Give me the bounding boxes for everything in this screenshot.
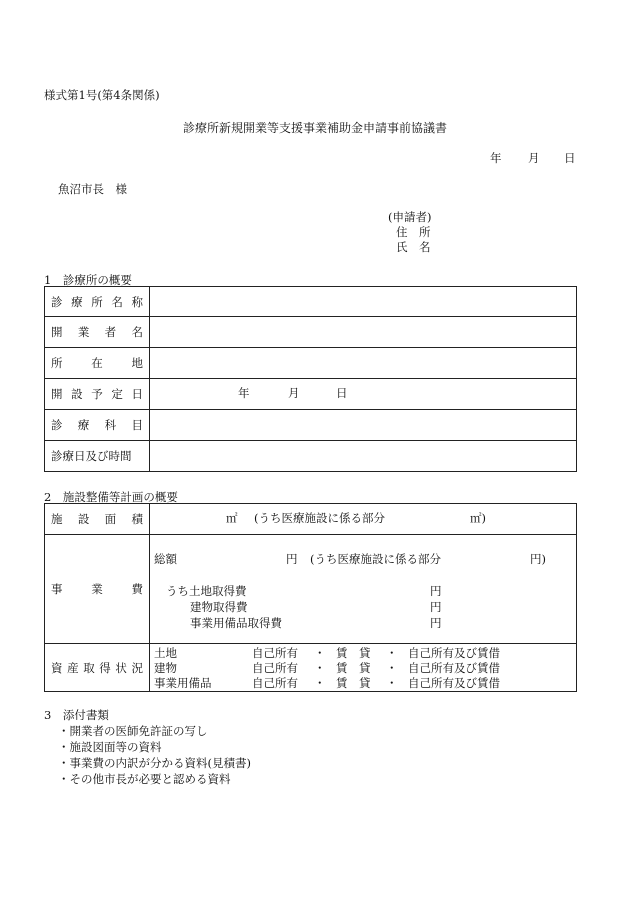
- label-char: 状: [115, 660, 127, 675]
- own-and-lease-option[interactable]: 自己所有及び賃借: [408, 661, 500, 675]
- hours-field[interactable]: [150, 441, 577, 472]
- label-char: 定: [111, 387, 123, 401]
- label-char: 得: [99, 660, 111, 675]
- label-char: 予: [91, 387, 103, 401]
- label-char: 産: [67, 660, 79, 675]
- date-year: 年: [490, 151, 502, 165]
- label-char: 施: [51, 512, 63, 526]
- label-char: 費: [131, 582, 143, 596]
- date-month: 月: [528, 151, 540, 165]
- form-number: 様式第1号(第4条関係): [44, 88, 160, 102]
- applicant-label: (申請者): [388, 210, 432, 224]
- asset-item: 土地: [154, 646, 177, 660]
- document-title: 診療所新規開業等支援事業補助金申請事前協議書: [182, 121, 447, 135]
- opening-date-label: [45, 379, 150, 410]
- label-char: 開: [51, 325, 63, 339]
- asset-item: 事業用備品: [154, 676, 212, 690]
- opening-day: 日: [336, 386, 348, 400]
- equipment-cost-yen: 円: [430, 616, 442, 630]
- label-char: 資: [51, 660, 63, 675]
- list-item: ・事業費の内訳が分かる資料(見積書): [58, 756, 251, 770]
- section3-heading: 3 添付書類: [44, 708, 109, 722]
- label-char: 目: [131, 418, 143, 432]
- building-cost-yen: 円: [430, 600, 442, 614]
- name-label: 氏 名: [396, 240, 431, 254]
- label-char: 名: [131, 325, 143, 339]
- separator-dot: ・: [314, 661, 326, 675]
- clinic-name-label: [45, 287, 150, 317]
- own-and-lease-option[interactable]: 自己所有及び賃借: [408, 676, 500, 690]
- label-char: 面: [104, 512, 117, 526]
- table-row: [45, 317, 577, 348]
- list-item: ・開業者の医師免許証の写し: [58, 724, 208, 738]
- label-text: 診療日及び時間: [51, 449, 132, 463]
- separator-dot: ・: [314, 676, 326, 690]
- lease-option[interactable]: 賃 貸: [336, 661, 371, 675]
- date-day: 日: [564, 151, 576, 165]
- table-row: [45, 379, 577, 410]
- facility-plan-table: [44, 503, 577, 692]
- address-label: 住 所: [396, 225, 431, 239]
- label-char: 療: [77, 418, 90, 432]
- label-char: 業: [91, 582, 103, 596]
- lease-option[interactable]: 賃 貸: [336, 676, 371, 690]
- separator-dot: ・: [386, 661, 398, 675]
- land-cost-label: うち土地取得費: [166, 584, 247, 598]
- label-char: 日: [131, 387, 143, 401]
- label-char: 科: [104, 418, 117, 432]
- project-cost-label: [45, 535, 150, 644]
- equipment-cost-label: 事業用備品取得費: [190, 616, 282, 630]
- asset-status-label: [45, 644, 150, 692]
- label-char: 者: [104, 325, 117, 339]
- opening-year: 年: [238, 386, 250, 400]
- label-char: 設: [71, 387, 83, 401]
- section2-heading: 2 施設整備等計画の概要: [44, 490, 178, 504]
- clinic-overview-table: [44, 286, 577, 472]
- floor-area-label: [45, 504, 150, 535]
- separator-dot: ・: [386, 676, 398, 690]
- founder-name-label: [45, 317, 150, 348]
- asset-status-field[interactable]: [150, 644, 577, 692]
- area-unit: ㎡: [226, 511, 238, 525]
- cost-medical-text: (うち医療施設に係る部分: [310, 552, 441, 566]
- building-cost-label: 建物取得費: [190, 600, 248, 614]
- table-row: [45, 287, 577, 317]
- label-char: 事: [51, 582, 63, 596]
- label-char: 診: [51, 418, 63, 432]
- addressee: 魚沼市長 様: [58, 182, 127, 196]
- label-char: 開: [51, 387, 63, 401]
- applicant-block: [388, 210, 431, 255]
- label-char: 況: [131, 660, 143, 675]
- area-unit-close: ㎡): [470, 511, 486, 525]
- table-row: [45, 644, 577, 692]
- table-row: [45, 504, 577, 535]
- land-cost-yen: 円: [430, 584, 442, 598]
- asset-item: 建物: [154, 661, 177, 675]
- list-item: ・施設図面等の資料: [58, 740, 162, 754]
- separator-dot: ・: [386, 646, 398, 660]
- section1-heading: 1 診療所の概要: [44, 273, 132, 287]
- table-row: [45, 441, 577, 472]
- opening-month: 月: [288, 386, 300, 400]
- hours-label: [45, 441, 150, 472]
- label-char: 地: [131, 356, 143, 370]
- location-field[interactable]: [150, 348, 577, 379]
- label-char: 在: [91, 356, 103, 370]
- cost-total-yen: 円: [286, 552, 298, 566]
- own-option[interactable]: 自己所有: [252, 646, 298, 660]
- floor-area-field[interactable]: [150, 504, 577, 535]
- label-char: 名: [111, 294, 123, 309]
- table-row: [45, 348, 577, 379]
- label-char: 設: [77, 512, 90, 526]
- location-label: [45, 348, 150, 379]
- label-char: 療: [71, 294, 83, 309]
- departments-field[interactable]: [150, 410, 577, 441]
- cost-total-label: 総額: [154, 552, 177, 566]
- own-option[interactable]: 自己所有: [252, 661, 298, 675]
- label-char: 業: [77, 325, 90, 339]
- lease-option[interactable]: 賃 貸: [336, 646, 371, 660]
- own-option[interactable]: 自己所有: [252, 676, 298, 690]
- label-char: 称: [131, 294, 143, 309]
- label-char: 取: [83, 660, 95, 675]
- own-and-lease-option[interactable]: 自己所有及び賃借: [408, 646, 500, 660]
- departments-label: [45, 410, 150, 441]
- list-item: ・その他市長が必要と認める資料: [58, 772, 231, 786]
- clinic-name-field[interactable]: [150, 287, 577, 317]
- label-char: 積: [131, 512, 143, 526]
- project-cost-field[interactable]: [150, 535, 577, 644]
- cost-medical-yen: 円): [530, 552, 546, 566]
- opening-date-field[interactable]: [150, 379, 577, 410]
- table-row: [45, 535, 577, 644]
- separator-dot: ・: [314, 646, 326, 660]
- label-char: 所: [91, 294, 103, 309]
- attachments-section: [44, 707, 251, 787]
- founder-name-field[interactable]: [150, 317, 577, 348]
- label-char: 診: [51, 294, 63, 309]
- table-row: [45, 410, 577, 441]
- area-medical-text: (うち医療施設に係る部分: [254, 511, 385, 525]
- label-char: 所: [51, 356, 63, 370]
